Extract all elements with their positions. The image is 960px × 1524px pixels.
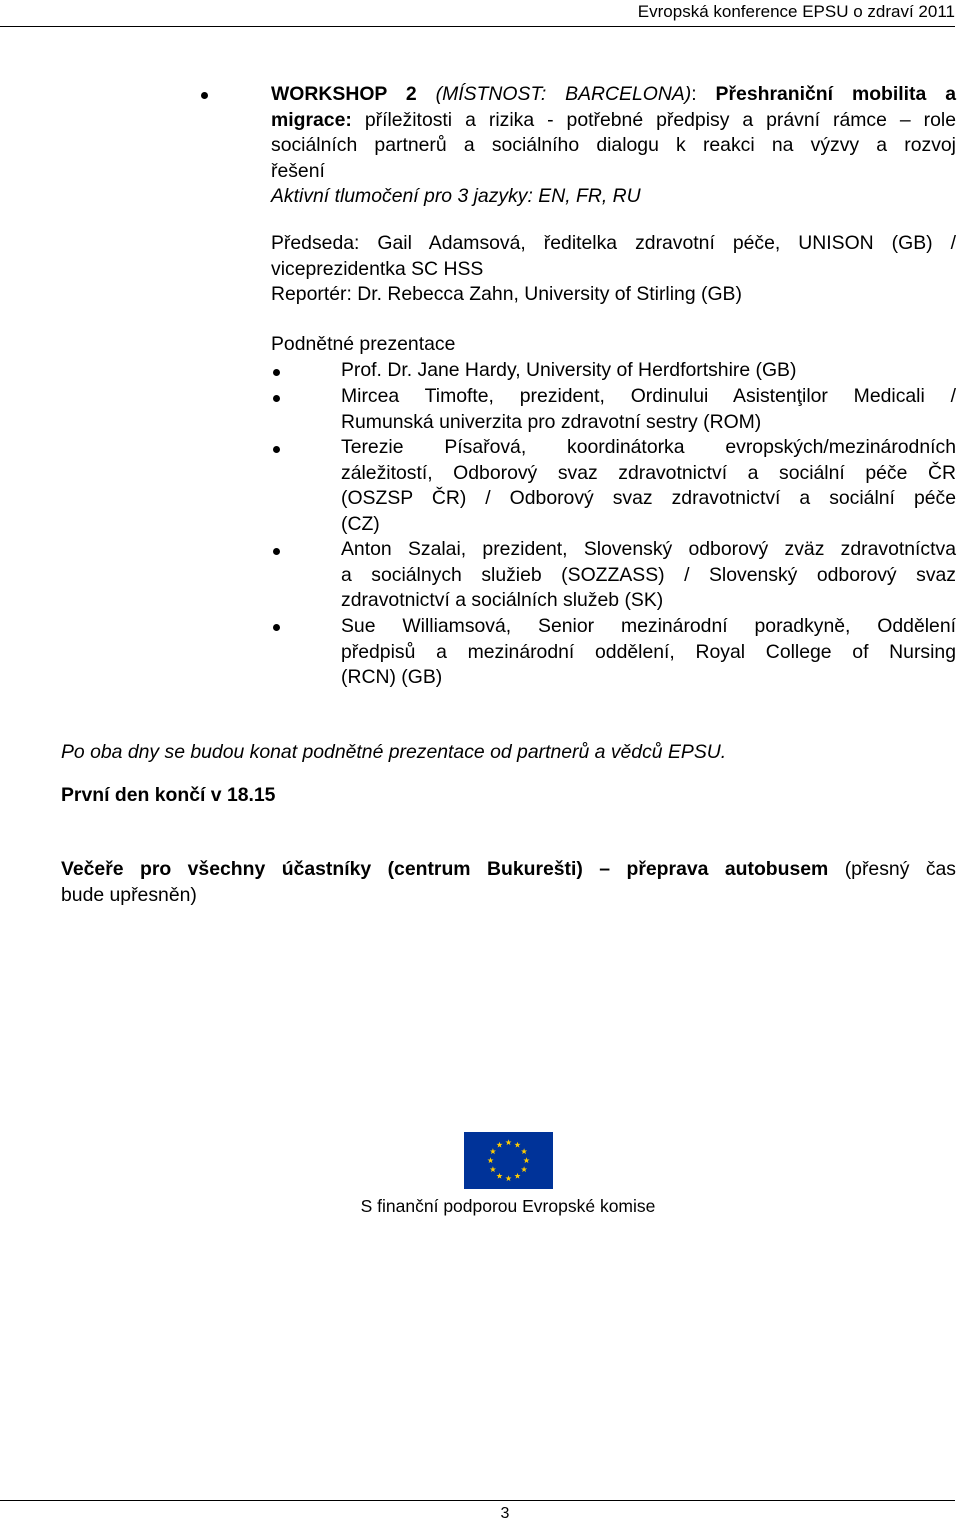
speaker-item: Anton Szalai, prezident, Slovenský odborový zväz zdravotníctva a sociálnych služieb (SOZZASS) / Slovenský odborový svaz zdravotnictví a sociálních služeb (SK) <box>341 538 956 611</box>
footer-divider <box>0 1500 955 1501</box>
speaker-item: Terezie Písařová, koordinátorka evropských/mezinárodních záležitostí, Odborový svaz zdravotnictví a sociální péče ČR (OSZSP ČR) / Odborový svaz zdravotnictví a sociální péče (CZ) <box>341 436 956 535</box>
eu-caption: S finanční podporou Evropské komise <box>360 1196 656 1216</box>
speaker-item: Mircea Timofte, prezident, Ordinului Asistenţilor Medicali / Rumunská univerzita pro zdravotní sestry (ROM) <box>341 385 956 433</box>
dinner-info: Večeře pro všechny účastníky (centrum Bukurešti) – přeprava autobusem (přesný čas bude upřesněn) <box>61 858 956 906</box>
reporter-line: Reportér: Dr. Rebecca Zahn, University of Stirling (GB) <box>271 283 742 305</box>
speaker-bullet <box>273 369 280 376</box>
workshop-bullet <box>201 92 208 99</box>
interpreting-line: Aktivní tlumočení pro 3 jazyky: EN, FR, RU <box>271 185 641 207</box>
running-header <box>0 0 955 27</box>
day-end: První den končí v 18.15 <box>61 784 276 806</box>
page-number: 3 <box>500 1505 510 1522</box>
eu-flag-icon <box>464 1132 553 1189</box>
speaker-bullet <box>273 446 280 453</box>
speaker-item: Prof. Dr. Jane Hardy, University of Herdfortshire (GB) <box>341 359 797 381</box>
chair-block: Předseda: Gail Adamsová, ředitelka zdravotní péče, UNISON (GB) / viceprezidentka SC HSS Reportér: Dr. Rebecca Zahn, University of Stirling (GB) <box>271 231 956 308</box>
eu-stars-icon <box>464 1132 553 1189</box>
speaker-bullet <box>273 624 280 631</box>
speaker-item: Sue Williamsová, Senior mezinárodní poradkyně, Oddělení předpisů a mezinárodní oddělení, Royal College of Nursing (RCN) (GB) <box>341 615 956 688</box>
workshop-title: WORKSHOP 2 (MÍSTNOST: BARCELONA): Přeshraniční mobilita a migrace: příležitosti a rizika - potřebné předpisy a právní rámce – role sociálních partnerů a sociálního dialogu k reakci na výzvy a rozvoj řešení Aktivní tlumočení pro 3 jazyky: EN, FR, RU <box>271 82 956 210</box>
header-title: Evropská konference EPSU o zdraví 2011 <box>637 2 955 21</box>
presentations-heading: Podnětné prezentace <box>271 333 456 355</box>
presentations-note: Po oba dny se budou konat podnětné prezentace od partnerů a vědců EPSU. <box>61 741 727 763</box>
speaker-bullet <box>273 395 280 402</box>
speaker-bullet <box>273 548 280 555</box>
